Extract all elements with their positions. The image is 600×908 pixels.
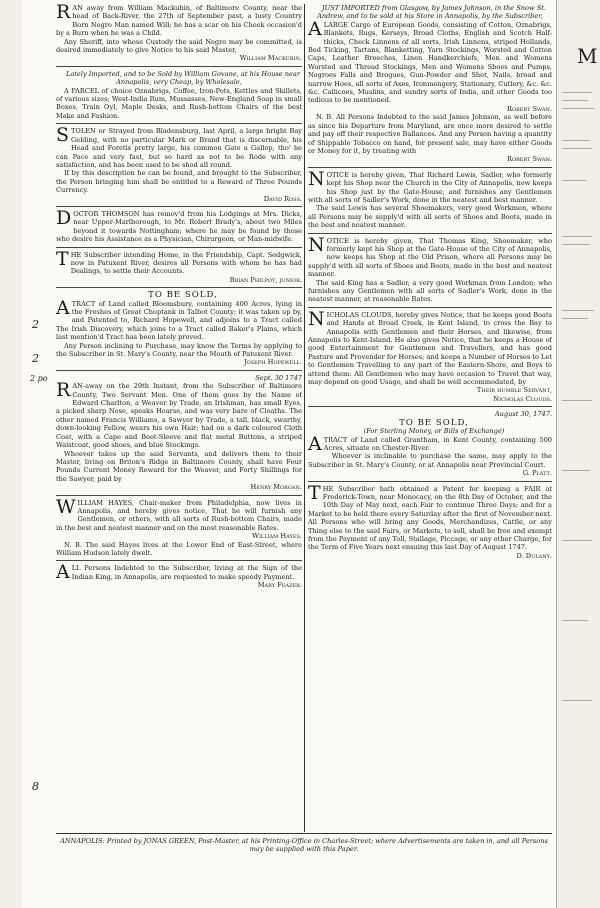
ad-paragraph bbox=[308, 279, 552, 304]
ad-date: Sept. 30 1747 bbox=[255, 373, 302, 382]
ad-signature: Joseph Hopewell. bbox=[243, 358, 302, 367]
ad-paragraph bbox=[56, 342, 302, 359]
advertisement-lewis bbox=[308, 171, 552, 234]
advertisement-philpot bbox=[56, 251, 302, 289]
ad-heading: (For Sterling Money, or Bills of Exchange) bbox=[363, 427, 505, 436]
advertisement-swan bbox=[308, 4, 552, 168]
ad-paragraph bbox=[56, 499, 302, 533]
drop-capital: A bbox=[308, 17, 322, 40]
ad-text: A PARCEL of choice Oznabrigs, Coffee, Iron-Pots, Kettles and Skillets, of various sizes; West-India Rum, Mussasses, New-England Soap in small Boxes, Train Oyl, Maple Desks, and Rush-bottom Chairs of the best Make and Fashion. bbox=[56, 86, 302, 120]
drop-capital: T bbox=[56, 250, 69, 270]
ad-paragraph bbox=[308, 204, 552, 229]
ad-text: Whoever takes up the said Servants, and delivers them to their Master, living on Briton's Ridge in Baltimore County, shall have Four Pounds Current Money Reward for the Weaver, and Forty Shillings for the Sawyer, paid by bbox=[56, 449, 302, 483]
drop-capital: W bbox=[56, 498, 76, 518]
ad-text: ICHOLAS CLOUDS, hereby gives Notice, that he keeps good Boats and Hands at Broad Creek, in Kent Island, to cross the Bay to Annapolis with Gentlemen and their Horses, and likewise, from Annapolis to Kent-Island. He also gives Notice, that he keeps a House of good Entertainment for Gentlemen and Travellers, and has good Pasture and Provender for Horses; and keeps a Number of Horses to Let to Gentlemen Travelling to any part of the Eastern-Shore, and Boys to attend them: All Gentlemen who may have occasion to Travel that way, may depend on good Usage, and shall be well accommodated, by bbox=[308, 310, 552, 387]
advertisement-ross bbox=[56, 127, 302, 207]
ad-paragraph bbox=[56, 87, 302, 121]
ad-text: AN away from William Mackubin, of Baltimore County, near the head of Back-River, the 27th of September past, a lusty Country Born Negro Man named Will; he has a scar on his Cheek occasion'd by a Burn when he was a Child. bbox=[56, 4, 302, 38]
ad-signature: Nicholas Clouds. bbox=[493, 394, 552, 403]
margin-mark: 2 po bbox=[30, 374, 48, 383]
ad-title: TO BE SOLD, bbox=[399, 417, 469, 428]
drop-capital: T bbox=[308, 484, 321, 504]
drop-capital: D bbox=[56, 209, 72, 229]
ad-text: AN-away on the 29th Instant, from the Subscriber of Baltimore County, Two Servant Men. One of them goes by the Name of Edward Charlton, a Weaver by Trade, an Irishman, has small Eyes, a picked sharp Nose, speaks Hoarse, and was very bare of Cloaths. The other named Francis Williams, a Sawyer by Trade, a tall, black, swarthy, down-looking Fellow, wears his own Hair; had on a dark coloured Cloth Coat, with a Cape and Boot-Sleeve and flat metal Buttons, a striped Waistcoat, good shoes, and blue Stockings. bbox=[56, 382, 302, 450]
ad-signature: Henry Morgan. bbox=[250, 483, 302, 492]
drop-capital: A bbox=[56, 564, 70, 584]
ad-date: August 30, 1747. bbox=[494, 410, 552, 419]
drop-capital: A bbox=[308, 432, 322, 455]
advertisement-dulany bbox=[308, 485, 552, 564]
drop-capital: R bbox=[56, 4, 71, 23]
ad-text: HE Subscriber hath obtained a Patent for keeping a FAIR at Frederick-Town, near Monocacy, on the 8th Day of October, and the 10th Day of May next, each Fair to continue Three Days; and for a Market to be held there every Saturday after the first of November next. All Persons who will bring any Goods, Merchandizes, Cattle, or any Thing else to the said Fairs, or Markets, to sell, shall be free and exempt from the Payment of any Toll, Stallage, Piccage, or any other Charge, for the Term of Five Years next ensuing this last Day of August 1747. bbox=[308, 484, 552, 552]
margin-mark: 2 bbox=[32, 352, 39, 365]
right-column bbox=[308, 4, 552, 566]
advertisement-feazer bbox=[56, 564, 302, 592]
ad-text: The said Lewis has several Shoemakers, very good Workmen, where all Persons may be supply'd with all sorts of Shoes and Boots, made in the best and neatest manner. bbox=[308, 204, 552, 230]
advertisement-mackubin bbox=[56, 4, 302, 67]
ad-text: The said King has a Sadler, a very good Workman from London; who furnishes any Gentlemen with all sorts of Sadler's Work, done in the neatest manner, at reasonable Rates. bbox=[308, 278, 552, 304]
drop-capital: R bbox=[56, 379, 71, 402]
ad-text: Whoever is inclinable to purchase the same, may apply to the Subscriber in St. Mary's County, or at Annapolis near Provincial Court. bbox=[308, 452, 552, 469]
drop-capital: N bbox=[308, 310, 325, 330]
advertisement-govane bbox=[56, 70, 302, 124]
left-column bbox=[56, 4, 302, 596]
advertisement-hopewell bbox=[56, 291, 302, 371]
ad-paragraph bbox=[308, 432, 552, 455]
ad-note: N. B. The said Hayes lives at the Lower End of East-Street, where William Hudson lately dwelt. bbox=[56, 540, 302, 557]
column-divider bbox=[304, 4, 305, 832]
binding-edge bbox=[0, 0, 22, 908]
adjacent-page-letter: M bbox=[577, 44, 598, 68]
ad-text: OTICE is hereby given, That Thomas King, Shoemaker, who formerly kept his Shop at the Gate-House of the City of Annapolis, now keeps his Shop at the Old Prison, where all Persons may be supply'd with all sorts of Shoes and Boots, made in the best and neatest manner. bbox=[308, 236, 552, 279]
ad-text: LL Persons Indebted to the Subscriber, living at the Sign of the Indian King, in Annapolis, are requested to make speedy Payment. bbox=[71, 564, 302, 581]
advertisement-thomson bbox=[56, 210, 302, 248]
drop-capital: N bbox=[308, 170, 325, 190]
adjacent-page-edge bbox=[556, 0, 600, 908]
ad-signature: William Hayes. bbox=[252, 532, 302, 541]
drop-capital: S bbox=[56, 127, 70, 147]
imprint-rule bbox=[56, 833, 552, 834]
ad-paragraph bbox=[56, 210, 302, 244]
advertisement-hayes bbox=[56, 499, 302, 562]
ad-heading: JUST IMPORTED from Glasgow, by James Johnson, in the Snow St. Andrew, and to be sold at his Store in Annapolis, by the Subscriber, bbox=[317, 4, 546, 21]
ad-paragraph bbox=[308, 311, 552, 387]
ad-paragraph bbox=[56, 379, 302, 450]
margin-mark: 8 bbox=[32, 780, 39, 793]
ad-signature: D. Dulany. bbox=[516, 551, 552, 560]
ad-signature: Mary Feazer. bbox=[257, 581, 302, 590]
ad-text: TRACT of Land called Bloomsbury, containing 400 Acres, lying in the Freshes of Great Choptank in Talbot County; it was taken up by, and Patented to, Richard Hopewell, and adjoins to a Tract called The Irish Discovery, which joins to a Tract called Baker's Plains, which last mention'd Tract has been lately proved. bbox=[56, 299, 302, 342]
ad-signature: Robert Swan. bbox=[507, 104, 552, 113]
ad-text: If by this description he can be found, and brought to the Subscriber, the Person bringing him shall be entitled to a Reward of Three Pounds Currency. bbox=[56, 169, 302, 195]
ad-title: TO BE SOLD, bbox=[148, 291, 218, 301]
ad-text: HE Subscriber intending Home, in the Friendship, Capt. Sedgwick, now in Patuxent River, desires all Persons with whom he has had Dealings, to settle their Accounts. bbox=[70, 250, 302, 276]
ad-paragraph bbox=[56, 127, 302, 169]
ad-paragraph bbox=[56, 4, 302, 38]
ad-note: N. B. All Persons Indebted to the said James Johnson, as well before as since his Departure from Maryland, are once more desired to settle and pay off their respective Ballances. And any Person having a quantity of Shippable Tobacco on hand, for present sale, may have either Goods or Money for it, by treating with bbox=[308, 113, 552, 155]
ad-text: LARGE Cargo of European Goods, consisting of Cotton, Oznabrigs, Blankets, Rugs, Kerseys, Broad Cloths, English and Scotch Half-thicks, Check Linnens of all sorts, Irish Linnens, striped Hollands, Bed Ticking, Tartans, Blanketting, Yarn Stockings, Worsted and Cotton Caps, Leather Breeches, Linen Handkerchiefs, Men and Womens Worsted and Thread Stockings, Men and Womens Shoes and Pumps, Negroes Falls and Brogues, Gun-Powder and Shot, Nails, broad and narrow Hoes, all sorts of Axes, Ironmongery, Stationary, Cutlery, &c. &c. &c. Callicoes, Muslins, and sundry sorts of India, and other Goods too tedious to be mentioned. bbox=[308, 20, 552, 105]
ad-signature: Robert Swan. bbox=[507, 155, 552, 164]
drop-capital: N bbox=[308, 236, 325, 256]
advertisement-morgan bbox=[56, 374, 302, 496]
ad-paragraph bbox=[56, 450, 302, 484]
ad-text: OTICE is hereby given, That Richard Lewis, Sadler, who formerly kept his Shop near the Church in the City of Annapolis, now keeps his Shop just by the Gate-House, and furnishes any Gentlemen with all sorts of Sadler's Work, done in the neatest and best manner. bbox=[308, 170, 552, 204]
ad-signature: William Mackubin. bbox=[239, 54, 302, 63]
ad-heading: Lately Imported, and to be Sold by William Govane, at his House near Annapolis, very Cheap, by Wholesale, bbox=[65, 69, 301, 87]
advertisement-platt bbox=[308, 410, 552, 481]
ad-paragraph bbox=[56, 38, 302, 55]
ad-signature: G. Platt. bbox=[522, 469, 552, 478]
imprint-line: ANNAPOLIS: Printed by JONAS GREEN, Post-Master, at his Printing-Office in Charles-Street; where Advertisements are taken in, and all Persons may be supplied with this Paper. bbox=[60, 837, 548, 854]
ad-text: ILLIAM HAYES, Chair-maker from Philadelphia, now lives in Annapolis, and hereby gives notice, That he will furnish any Gentlemen, or others, with all sorts of Rush-bottom Chairs, made in the best and neatest manner and on the most reasonable Rates. bbox=[56, 498, 302, 532]
ad-paragraph bbox=[56, 169, 302, 194]
ad-paragraph bbox=[308, 171, 552, 205]
ad-signature: David Ross. bbox=[263, 194, 302, 203]
ad-signature: Their humble Servant, bbox=[476, 386, 552, 395]
ad-signature: Brian Philpot, junior. bbox=[229, 275, 302, 284]
drop-capital: A bbox=[56, 296, 70, 319]
ad-text: OCTOR THOMSON has remov'd from his Lodgings at Mrs. Dicks, near Upper-Marlborough, to Mr. Robert Brady's, about two Miles beyond it towards Nottingham; where he may be found by those who desire his Assistance as a Physician, Chirurgeon, or Man-midwife. bbox=[56, 209, 302, 244]
margin-mark: 2 bbox=[32, 318, 39, 331]
ad-text: Any Sheriff, into whose Custody the said Negro may be committed, is desired immediately to give Notice to his said Master, bbox=[56, 37, 302, 55]
ad-text: TRACT of Land called Grantham, in Kent County, containing 500 Acres, situate on Chester-River. bbox=[323, 435, 552, 452]
ad-paragraph bbox=[308, 485, 552, 552]
ad-text: Any Person inclining to Purchase, may know the Terms by applying to the Subscriber in St. Mary's County, near the Mouth of Patuxent River. bbox=[56, 341, 302, 359]
ad-paragraph bbox=[308, 452, 552, 469]
advertisement-clouds bbox=[308, 311, 552, 407]
ad-paragraph bbox=[56, 251, 302, 276]
ad-paragraph bbox=[56, 564, 302, 584]
ad-paragraph bbox=[308, 237, 552, 279]
advertisement-king bbox=[308, 237, 552, 308]
ad-text: TOLEN or Strayed from Bladensburg, last April, a large bright Bay Gelding, with no particular Mark or Brand that is discernable, his Head and Foretls pretty large, his common Gate a Gallop, tho' he can Pace and very fast, but so hard as not to be Rode with any satisfaction, and has been used to be shod all round. bbox=[56, 127, 302, 169]
ad-paragraph bbox=[308, 17, 552, 105]
